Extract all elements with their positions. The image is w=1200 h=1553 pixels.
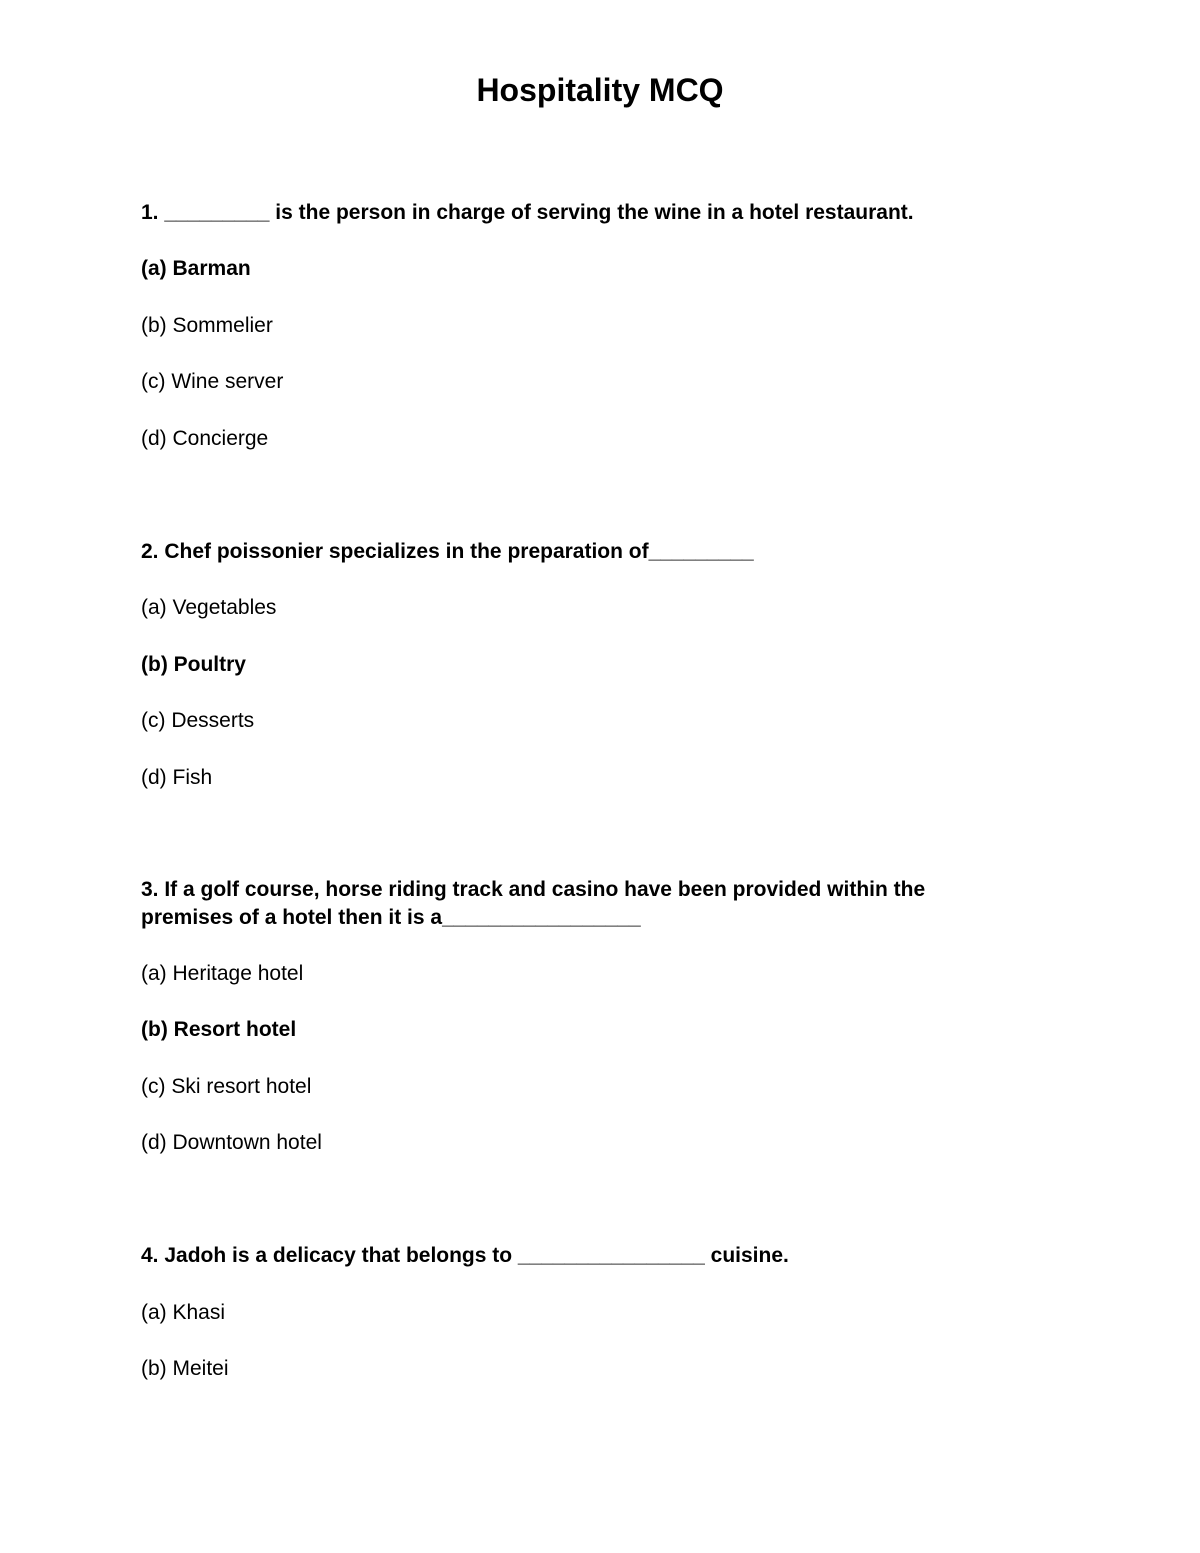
question-3-text-line-1: 3. If a golf course, horse riding track and casino have been provided within the xyxy=(141,878,926,901)
question-1-option-d: (d) Concierge xyxy=(141,427,269,450)
question-2-option-b: (b) Poultry xyxy=(141,653,246,676)
question-2-option-c: (c) Desserts xyxy=(141,709,255,732)
question-3-text-line-2: premises of a hotel then it is a_________________ xyxy=(141,906,641,929)
question-2-text: 2. Chef poissonier specializes in the preparation of_________ xyxy=(141,540,754,563)
question-3-option-d: (d) Downtown hotel xyxy=(141,1131,322,1154)
page-title: Hospitality MCQ xyxy=(476,72,724,108)
question-3-option-a: (a) Heritage hotel xyxy=(141,962,304,985)
question-3-option-c: (c) Ski resort hotel xyxy=(141,1075,312,1098)
question-2-option-a: (a) Vegetables xyxy=(141,596,277,619)
question-3-option-b: (b) Resort hotel xyxy=(141,1018,297,1041)
question-1-option-b: (b) Sommelier xyxy=(141,314,273,337)
question-1-option-c: (c) Wine server xyxy=(141,370,284,393)
question-1-text: 1. _________ is the person in charge of serving the wine in a hotel restaurant. xyxy=(141,201,914,224)
question-4-option-a: (a) Khasi xyxy=(141,1301,226,1324)
question-4-option-b: (b) Meitei xyxy=(141,1357,229,1380)
question-4-text: 4. Jadoh is a delicacy that belongs to ________________ cuisine. xyxy=(141,1244,789,1267)
question-2-option-d: (d) Fish xyxy=(141,766,213,789)
question-1-option-a: (a) Barman xyxy=(141,257,251,280)
